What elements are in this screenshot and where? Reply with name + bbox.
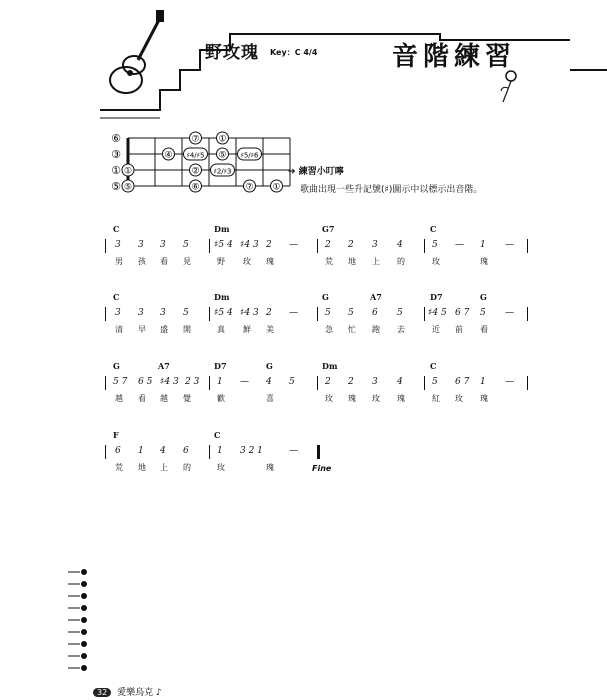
chord-symbol: G: [322, 292, 329, 302]
svg-text:①: ①: [272, 182, 281, 193]
arrow-circle-icon: ➔: [288, 167, 296, 177]
svg-text:♯4/♯5: ♯4/♯5: [186, 151, 205, 160]
note: 4: [160, 446, 166, 456]
note: 5: [432, 240, 438, 250]
note: 1: [217, 446, 223, 456]
bar-line: [424, 239, 425, 253]
note: 5: [348, 308, 354, 318]
chord-symbol: C: [113, 292, 120, 302]
note: 3: [115, 240, 121, 250]
note: 2: [325, 377, 331, 387]
bar-line: [527, 376, 528, 390]
ukulele-sidebar-icons: [66, 566, 90, 676]
note: 5: [183, 240, 189, 250]
chord-symbol: C: [430, 224, 437, 234]
note: 4: [397, 240, 403, 250]
note: 5: [397, 308, 403, 318]
chord-symbol: G: [113, 361, 120, 371]
bar-line: [105, 239, 106, 253]
bar-line: [105, 445, 106, 459]
lyric: 瑰: [266, 463, 274, 472]
bar-line: [105, 307, 106, 321]
note: ♯4 3: [240, 308, 259, 318]
note: 5: [325, 308, 331, 318]
tip-text: 歌曲出現一些升記號(♯)圖示中以標示出音階。: [300, 185, 483, 195]
note: 6: [115, 446, 121, 456]
note: 5: [432, 377, 438, 387]
lyric: 瑰: [480, 394, 488, 403]
fret-marker: [190, 180, 202, 193]
fret-marker: [238, 148, 262, 160]
fret-marker: [122, 180, 134, 193]
svg-text:②: ②: [191, 166, 200, 177]
fret-marker: [190, 132, 202, 145]
string-number: ③: [111, 148, 121, 161]
note: 3: [138, 240, 144, 250]
lyric: 的: [397, 257, 405, 266]
fret-marker: [271, 180, 283, 193]
note: 3 2 1: [240, 446, 263, 456]
chord-symbol: D7: [430, 292, 443, 302]
svg-text:④: ④: [164, 150, 173, 161]
chord-symbol: G: [266, 361, 273, 371]
chord-symbol: G: [480, 292, 487, 302]
note: —: [455, 240, 464, 250]
lyric: 越: [160, 394, 168, 403]
bar-line: [105, 376, 106, 390]
note: 1: [480, 240, 486, 250]
lyric: 前: [455, 325, 463, 334]
note: 2: [348, 377, 354, 387]
fret-marker: [217, 148, 229, 161]
chord-symbol: C: [430, 361, 437, 371]
note: 2: [325, 240, 331, 250]
lyric: 紅: [432, 394, 440, 403]
string-number: ⑥: [111, 132, 121, 145]
lyric: 野: [217, 257, 225, 266]
fretboard-diagram: [108, 130, 281, 200]
bar-line: [317, 376, 318, 390]
lyric: 越: [115, 394, 123, 403]
note: 3: [372, 377, 378, 387]
lyric: 跑: [372, 325, 380, 334]
note: —: [289, 446, 298, 456]
lyric: 盛: [160, 325, 168, 334]
svg-text:⑥: ⑥: [191, 182, 200, 193]
lyric: 瑰: [397, 394, 405, 403]
lyric: 地: [348, 257, 356, 266]
lyric: 瑰: [348, 394, 356, 403]
lyric: 玫: [432, 257, 440, 266]
note: ♯4 3: [240, 240, 259, 250]
fret-marker: [211, 164, 235, 176]
lyric: 清: [115, 325, 123, 334]
chord-symbol: C: [113, 224, 120, 234]
page-title: 音階練習: [392, 42, 517, 72]
lyric: 上: [160, 463, 168, 472]
bar-line: [527, 307, 528, 321]
fret-marker: [184, 148, 208, 160]
svg-text:⑤: ⑤: [123, 182, 133, 193]
lyric: 瑰: [480, 257, 488, 266]
tip-title-text: 練習小叮嚀: [298, 167, 344, 177]
bar-line: [317, 239, 318, 253]
lyric: 孩: [138, 257, 146, 266]
lyric: 急: [325, 325, 333, 334]
bar-line: [317, 307, 318, 321]
chord-symbol: Dm: [322, 361, 338, 371]
lyric: 玫: [243, 257, 251, 266]
lyric: 去: [397, 325, 405, 334]
lyric: 真: [217, 325, 225, 334]
string-number: ⑤: [111, 180, 121, 193]
key-signature: Key：C 4/4: [270, 48, 318, 57]
lyric: 看: [138, 394, 146, 403]
lyric: 瑰: [266, 257, 274, 266]
note: 5: [289, 377, 295, 387]
fret-marker: [190, 164, 202, 177]
svg-text:⑦: ⑦: [191, 134, 200, 145]
chord-symbol: D7: [214, 361, 227, 371]
svg-text:①: ①: [123, 166, 133, 177]
stairs-illustration: [100, 0, 607, 120]
fret-marker: [163, 148, 175, 161]
note: 6 5: [138, 377, 153, 387]
bar-line: [317, 445, 320, 459]
bar-line: [424, 376, 425, 390]
note: 4: [397, 377, 403, 387]
bar-line: [209, 239, 210, 253]
lyric: 美: [266, 325, 274, 334]
bar-line: [209, 307, 210, 321]
chord-symbol: C: [214, 430, 221, 440]
note: 3: [160, 240, 166, 250]
lyric: 荒: [115, 463, 123, 472]
lyric: 鮮: [243, 325, 251, 334]
svg-text:⑦: ⑦: [245, 182, 254, 193]
note: 2: [348, 240, 354, 250]
lyric: 地: [138, 463, 146, 472]
song-title: 野玫瑰: [205, 43, 259, 63]
svg-text:①: ①: [218, 134, 227, 145]
lyric: 玫: [455, 394, 463, 403]
bar-line: [209, 376, 210, 390]
lyric: 喜: [266, 394, 274, 403]
tip-title: [288, 164, 344, 177]
chord-symbol: Dm: [214, 292, 230, 302]
book-title: 愛樂烏克 ♪: [117, 688, 162, 698]
note: ♯5 4: [214, 308, 233, 318]
rose-icon: [501, 71, 516, 102]
note: 2 3: [185, 377, 200, 387]
note: —: [505, 240, 514, 250]
note: 5: [480, 308, 486, 318]
lyric: 上: [372, 257, 380, 266]
note: ♯5 4: [214, 240, 233, 250]
note: 3: [160, 308, 166, 318]
note: 1: [138, 446, 144, 456]
lyric: 男: [115, 257, 123, 266]
note: 3: [372, 240, 378, 250]
bar-line: [424, 307, 425, 321]
page-number: 32: [93, 688, 111, 697]
svg-text:⑤: ⑤: [218, 150, 227, 161]
fret-marker: [244, 180, 256, 193]
chord-symbol: G7: [322, 224, 335, 234]
ukulele-icon: [110, 10, 164, 93]
lyric: 玫: [372, 394, 380, 403]
lyric: 覺: [183, 394, 191, 403]
note: —: [289, 240, 298, 250]
footer: [93, 685, 162, 698]
chord-symbol: A7: [370, 292, 382, 302]
note: 4: [266, 377, 272, 387]
note: 5 7: [113, 377, 128, 387]
note: 6: [372, 308, 378, 318]
lyric: 看: [480, 325, 488, 334]
note: —: [289, 308, 298, 318]
note: 6 7: [455, 377, 470, 387]
note: —: [505, 377, 514, 387]
note: 5: [183, 308, 189, 318]
svg-text:♯2/♯3: ♯2/♯3: [213, 167, 232, 176]
note: ♯4 3: [160, 377, 179, 387]
string-number: ①: [111, 164, 121, 177]
note: 6: [183, 446, 189, 456]
note: 2: [266, 240, 272, 250]
lyric: 忙: [348, 325, 356, 334]
fret-marker: [122, 164, 134, 177]
note: 6 7: [455, 308, 470, 318]
lyric: 玫: [217, 463, 225, 472]
chord-symbol: F: [113, 430, 119, 440]
note: 3: [115, 308, 121, 318]
note: 1: [217, 377, 223, 387]
bar-line: [527, 239, 528, 253]
svg-text:♯5/♯6: ♯5/♯6: [240, 151, 259, 160]
note: 1: [480, 377, 486, 387]
lyric: 近: [432, 325, 440, 334]
lyric: 的: [183, 463, 191, 472]
lyric: 看: [160, 257, 168, 266]
chord-symbol: Dm: [214, 224, 230, 234]
lyric: 早: [138, 325, 146, 334]
note: 2: [266, 308, 272, 318]
fine-mark: Fine: [312, 464, 332, 473]
fret-marker: [217, 132, 229, 145]
note: ♯4 5: [428, 308, 447, 318]
note: 3: [138, 308, 144, 318]
lyric: 歡: [217, 394, 225, 403]
chord-symbol: A7: [158, 361, 170, 371]
lyric: 玫: [325, 394, 333, 403]
note: —: [240, 377, 249, 387]
lyric: 見: [183, 257, 191, 266]
bar-line: [209, 445, 210, 459]
note: —: [505, 308, 514, 318]
lyric: 開: [183, 325, 191, 334]
lyric: 荒: [325, 257, 333, 266]
